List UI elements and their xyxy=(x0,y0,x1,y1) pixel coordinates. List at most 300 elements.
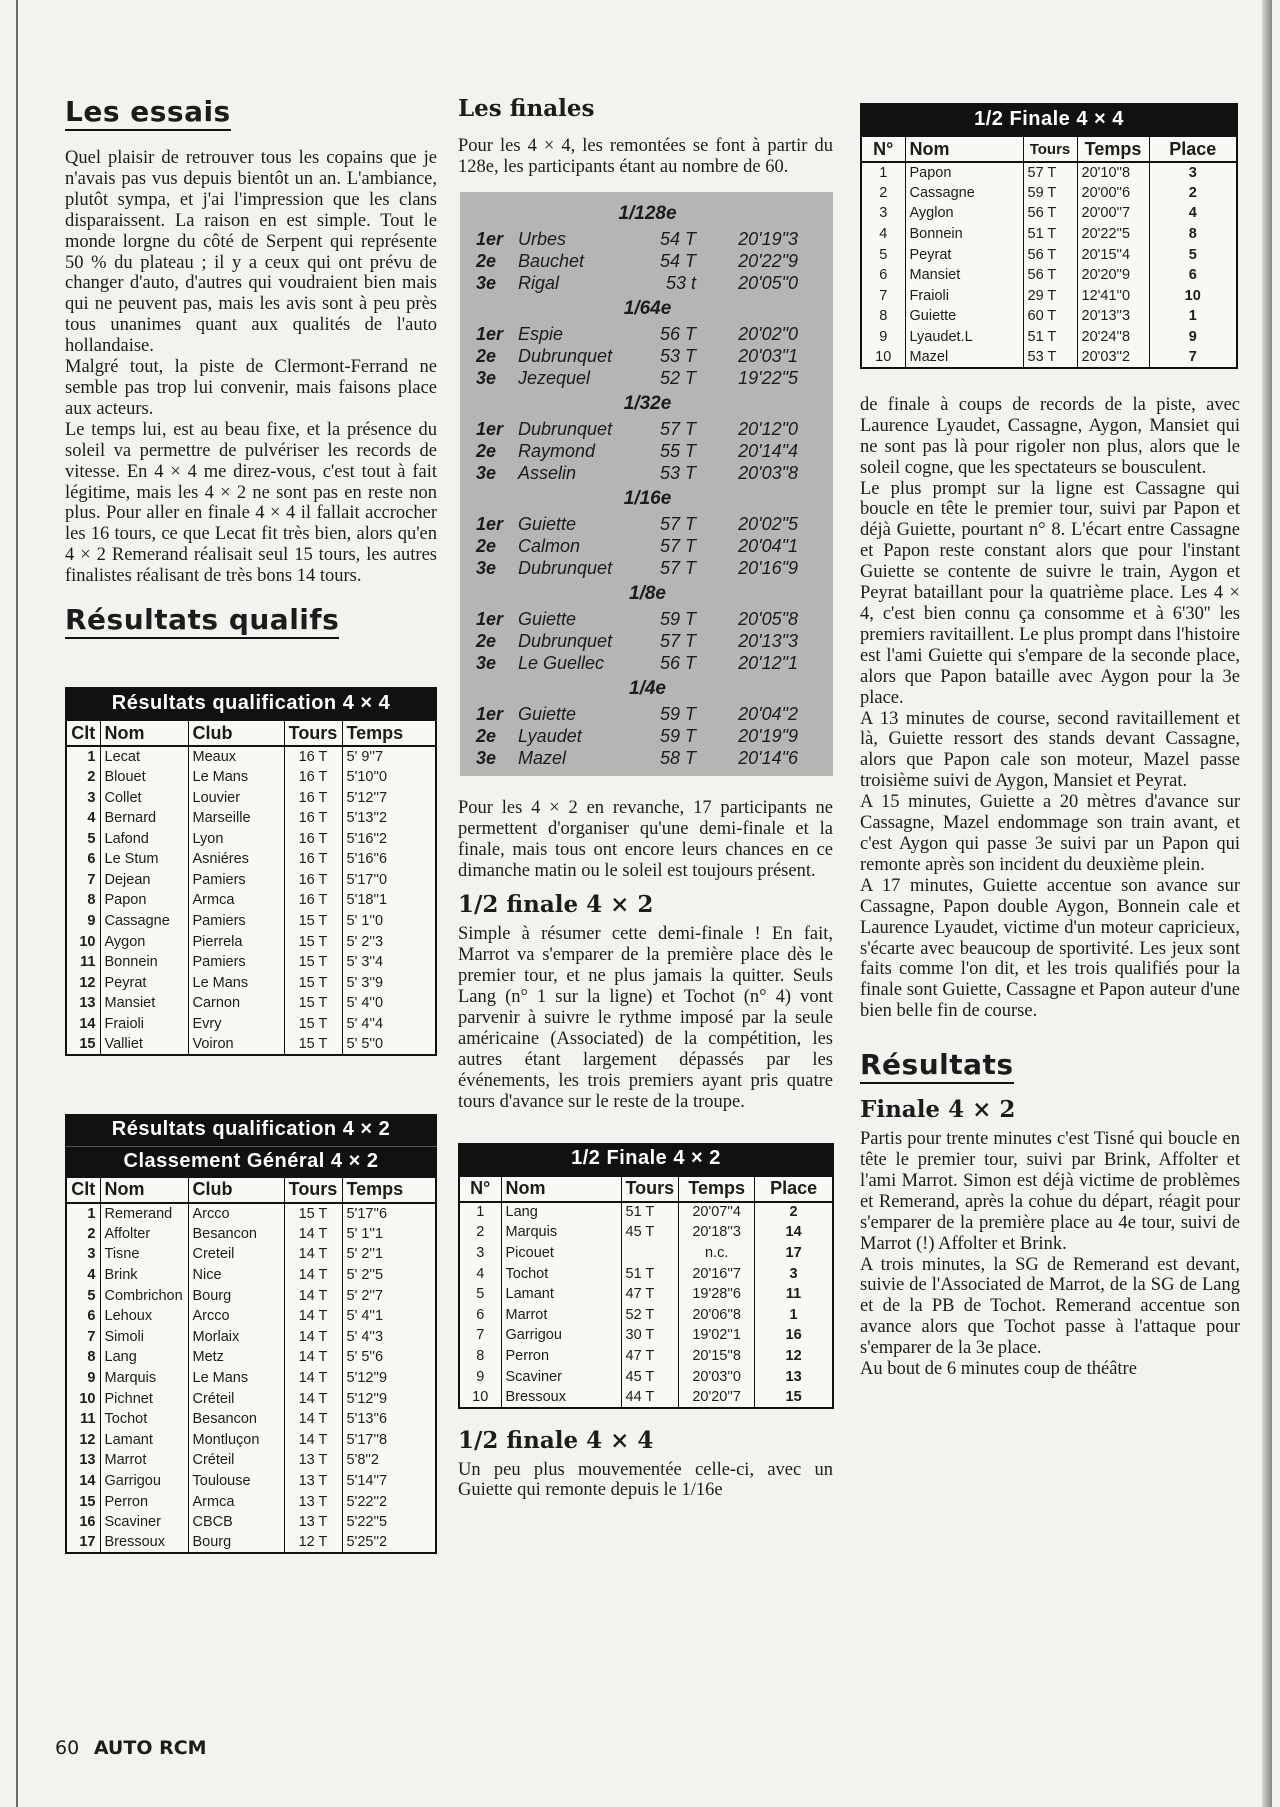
essais-paragraph-1: Quel plaisir de retrouver tous les copains que je n'avais pas vus depuis bientôt un an. L'ambiance, plutôt sympa, et j'ai l'impression que les clans disparaissent. La raison en est simple. Tout le monde lorgne du côté de Serpent qui représente 50 % du plateau ; il y a ceux qui ont prévu de changer d'auto, d'autres qui voudraient bien mais qui ne peuvent pas, mais les avis sont à peu près tous unanimes quant aux qualités de l'auto hollandaise. xyxy=(65,148,437,357)
table-cell-club: Evry xyxy=(188,1014,284,1035)
table-cell-tours: 15 T xyxy=(284,993,342,1014)
table-cell-nom: Perron xyxy=(100,1491,188,1512)
round-result-name: Asselin xyxy=(518,463,577,484)
round-result-laps: 59 T xyxy=(659,726,696,747)
round-result-row xyxy=(476,419,819,441)
round-result-rank: 2e xyxy=(476,726,497,747)
round-result-name: Urbes xyxy=(518,229,567,250)
round-result-time: 20'19"9 xyxy=(738,726,798,747)
table-cell-tours: 16 T xyxy=(284,746,342,767)
col-header-tours: Tours xyxy=(284,1177,342,1203)
round-result-row xyxy=(476,704,819,726)
table-cell-temps: 5' 2''1 xyxy=(342,1244,436,1265)
table-cell-clt: 9 xyxy=(87,1369,96,1386)
table-cell-tours: 12 T xyxy=(284,1532,342,1553)
table-cell-no: 6 xyxy=(879,267,888,284)
round-result-name: Dubrunquet xyxy=(518,419,613,440)
col-header-tours: Tours xyxy=(284,720,342,746)
round-result-laps: 56 T xyxy=(659,324,696,345)
round-title: 1/16e xyxy=(623,487,672,509)
table-row xyxy=(66,1368,436,1389)
table-cell-club: CBCB xyxy=(188,1512,284,1533)
table-cell-clt: 15 xyxy=(79,1493,96,1510)
table-cell-tours: 56 T xyxy=(1023,203,1077,224)
table-row xyxy=(459,1325,833,1346)
table-cell-clt: 4 xyxy=(87,1267,96,1284)
table-cell-nom: Fraioli xyxy=(905,286,1023,307)
column-right xyxy=(860,103,1240,1380)
round-result-row xyxy=(476,748,819,770)
table-cell-clt: 7 xyxy=(87,1328,96,1345)
table-cell-tours: 45 T xyxy=(621,1366,679,1387)
table-cell-temps: 5' 4''1 xyxy=(342,1306,436,1327)
table-cell-clt: 10 xyxy=(79,1390,96,1407)
round-result-row xyxy=(476,631,819,653)
table-cell-temps: 20'03''2 xyxy=(1077,347,1149,368)
table-cell-tours: 13 T xyxy=(284,1450,342,1471)
round-result-time: 20'05"8 xyxy=(738,609,798,630)
table-cell-tours: 14 T xyxy=(284,1306,342,1327)
table-row xyxy=(66,1491,436,1512)
table-cell-temps: 5' 4''4 xyxy=(342,1014,436,1035)
table-row xyxy=(459,1387,833,1408)
round-result-name: Calmon xyxy=(518,536,581,557)
table-cell-temps: 5' 1''1 xyxy=(342,1224,436,1245)
table-cell-no: 9 xyxy=(879,329,888,346)
table-cell-clt: 2 xyxy=(87,768,96,785)
table-cell-no: 10 xyxy=(472,1388,489,1405)
table-row xyxy=(66,1512,436,1533)
round-result-row xyxy=(476,609,819,631)
table-cell-clt: 1 xyxy=(87,748,96,765)
round-result-rank: 1er xyxy=(476,704,504,725)
table-cell-tours: 14 T xyxy=(284,1265,342,1286)
table-row xyxy=(861,244,1237,265)
table-row xyxy=(66,1203,436,1224)
table-cell-tours: 13 T xyxy=(284,1471,342,1492)
demi-4x4-table xyxy=(860,135,1238,369)
demi-4x2-table xyxy=(458,1175,834,1409)
table-cell-place: 12 xyxy=(755,1346,833,1367)
table-cell-temps: 5'12''7 xyxy=(342,787,436,808)
round-result-rank: 1er xyxy=(476,609,504,630)
table-cell-tours: 13 T xyxy=(284,1491,342,1512)
page-edge-left xyxy=(16,0,18,1807)
table-row xyxy=(861,183,1237,204)
table-cell-tours: 14 T xyxy=(284,1388,342,1409)
table-cell-temps: 19'28''6 xyxy=(679,1284,755,1305)
table-cell-temps: 5' 9''7 xyxy=(342,746,436,767)
table-cell-nom: Affolter xyxy=(100,1224,188,1245)
table-cell-temps: 5'22''5 xyxy=(342,1512,436,1533)
table-cell-temps: 20'07''4 xyxy=(679,1202,755,1223)
finale-paragraph-3: Au bout de 6 minutes coup de théâtre xyxy=(860,1359,1137,1380)
round-result-laps: 58 T xyxy=(659,748,696,769)
table-cell-tours: 15 T xyxy=(284,973,342,994)
round-result-name: Raymond xyxy=(518,441,596,462)
round-result-name: Dubrunquet xyxy=(518,346,613,367)
table-row xyxy=(861,203,1237,224)
table-cell-place: 2 xyxy=(1149,183,1237,204)
table-cell-no: 6 xyxy=(476,1306,485,1323)
table-row xyxy=(66,1306,436,1327)
round-result-row xyxy=(476,536,819,558)
col3-paragraph-3: A 13 minutes de course, second ravitaillement et là, Guiette ressort des stands devant Cassagne, alors que Papon cale son moteur, Mazel passe troisième suivi de Aygon, Mansiet et Peyrat. xyxy=(860,708,1240,792)
table-row xyxy=(66,787,436,808)
table-row xyxy=(66,1285,436,1306)
table-cell-club: Bourg xyxy=(188,1285,284,1306)
table-cell-no: 9 xyxy=(476,1368,485,1385)
table-row xyxy=(66,1327,436,1348)
table-cell-nom: Cassagne xyxy=(100,911,188,932)
round-result-rank: 3e xyxy=(476,653,497,674)
table-cell-place: 5 xyxy=(1149,244,1237,265)
table-cell-temps: 5'12''9 xyxy=(342,1388,436,1409)
table-cell-nom: Mazel xyxy=(905,347,1023,368)
demi-4x2-body xyxy=(459,1202,833,1408)
table-cell-place: 4 xyxy=(1149,203,1237,224)
table-banner: Résultats qualification 4 × 4 xyxy=(65,687,437,719)
table-row xyxy=(66,1388,436,1409)
table-cell-club: Arcco xyxy=(188,1306,284,1327)
round-result-rank: 3e xyxy=(476,368,497,389)
table-cell-temps: 5'10''0 xyxy=(342,767,436,788)
table-cell-temps: 5' 2''3 xyxy=(342,931,436,952)
col-header-temps: Temps xyxy=(1077,136,1149,162)
table-cell-place: 17 xyxy=(755,1243,833,1264)
table-cell-place: 3 xyxy=(1149,162,1237,183)
table-cell-place: 10 xyxy=(1149,286,1237,307)
table-cell-tours: 14 T xyxy=(284,1347,342,1368)
table-cell-tours: 14 T xyxy=(284,1224,342,1245)
table-cell-tours: 47 T xyxy=(621,1284,679,1305)
table-cell-nom: Pichnet xyxy=(100,1388,188,1409)
table-row xyxy=(459,1263,833,1284)
table-cell-temps: 5' 4''3 xyxy=(342,1327,436,1348)
round-result-rank: 2e xyxy=(476,441,497,462)
table-cell-clt: 5 xyxy=(87,1287,96,1304)
table-cell-nom: Garrigou xyxy=(100,1471,188,1492)
table-row xyxy=(459,1202,833,1223)
table-cell-nom: Lehoux xyxy=(100,1306,188,1327)
table-cell-temps: 20'20''9 xyxy=(1077,265,1149,286)
table-cell-club: Pamiers xyxy=(188,911,284,932)
table-cell-temps: 5'17''8 xyxy=(342,1429,436,1450)
table-cell-nom: Collet xyxy=(100,787,188,808)
table-row xyxy=(66,1409,436,1430)
col-header-nom: Nom xyxy=(100,720,188,746)
table-cell-clt: 16 xyxy=(79,1514,96,1531)
qualif-4x2-table xyxy=(65,1176,437,1554)
table-cell-clt: 12 xyxy=(79,1431,96,1448)
finales-4x2-paragraph: Pour les 4 × 2 en revanche, 17 participants ne permettent d'organiser qu'une demi-finale et la finale, mais tous ont encore leurs chances en ce dimanche matin ou le soleil est toujours présent. xyxy=(458,797,833,881)
table-cell-club: Meaux xyxy=(188,746,284,767)
table-cell-clt: 14 xyxy=(79,1472,96,1489)
table-cell-tours: 16 T xyxy=(284,787,342,808)
table-cell-nom: Lyaudet.L xyxy=(905,327,1023,348)
table-row xyxy=(66,1014,436,1035)
round-result-time: 20'04"1 xyxy=(738,536,798,557)
round-result-row xyxy=(476,726,819,748)
table-cell-nom: Mansiet xyxy=(100,993,188,1014)
table-cell-nom: Fraioli xyxy=(100,1014,188,1035)
table-cell-nom: Papon xyxy=(100,890,188,911)
round-result-laps: 57 T xyxy=(659,536,696,557)
section-title-resultats: Résultats xyxy=(860,1048,1014,1084)
table-cell-place: 6 xyxy=(1149,265,1237,286)
table-cell-club: Le Mans xyxy=(188,973,284,994)
table-cell-nom: Picouet xyxy=(501,1243,621,1264)
table-cell-club: Montluçon xyxy=(188,1429,284,1450)
table-cell-tours: 16 T xyxy=(284,849,342,870)
table-cell-tours: 14 T xyxy=(284,1429,342,1450)
table-cell-temps: 20'18''3 xyxy=(679,1222,755,1243)
table-cell-nom: Guiette xyxy=(905,306,1023,327)
table-cell-tours: 15 T xyxy=(284,1203,342,1224)
table-row xyxy=(66,746,436,767)
round-result-row xyxy=(476,251,819,273)
table-cell-nom: Peyrat xyxy=(100,973,188,994)
table-cell-tours: 45 T xyxy=(621,1222,679,1243)
section-title-finales: Les finales xyxy=(458,95,595,122)
table-cell-nom: Scaviner xyxy=(501,1366,621,1387)
table-row xyxy=(861,286,1237,307)
table-cell-clt: 11 xyxy=(80,954,96,971)
table-cell-club: Lyon xyxy=(188,828,284,849)
table-cell-temps: 5' 3''4 xyxy=(342,952,436,973)
table-row xyxy=(66,1471,436,1492)
table-cell-tours: 53 T xyxy=(1023,347,1077,368)
round-result-laps: 57 T xyxy=(659,514,696,535)
table-cell-club: Créteil xyxy=(188,1388,284,1409)
table-cell-temps: 5' 1''0 xyxy=(342,911,436,932)
round-title: 1/32e xyxy=(623,392,672,414)
table-cell-clt: 12 xyxy=(79,974,96,991)
column-left xyxy=(65,95,437,1554)
table-cell-nom: Marrot xyxy=(100,1450,188,1471)
table-cell-place: 3 xyxy=(755,1263,833,1284)
page-edge-right xyxy=(1262,0,1272,1807)
table-cell-temps: 12'41''0 xyxy=(1077,286,1149,307)
table-row xyxy=(861,327,1237,348)
table-subbanner: Classement Général 4 × 2 xyxy=(65,1146,437,1176)
table-cell-nom: Blouet xyxy=(100,767,188,788)
table-cell-clt: 4 xyxy=(87,810,96,827)
table-cell-nom: Scaviner xyxy=(100,1512,188,1533)
round-result-rank: 2e xyxy=(476,631,497,652)
table-header-row xyxy=(66,1177,436,1203)
table-cell-clt: 8 xyxy=(87,892,96,909)
round-result-name: Guiette xyxy=(518,609,577,630)
demi-4x2-text: Simple à résumer cette demi-finale ! En fait, Marrot va s'emparer de la première place dès le premier tour, et ne plus jamais la quitter. Seuls Lang (n° 1 sur la ligne) et Tochot (n° 4) vont parvenir à suivre le rythme imposé par la seule américaine (Associated) de la compétition, les autres étant largement dépassés par les événements, les trois premiers ayant pris quatre tours d'avance sur le reste de la troupe. xyxy=(458,924,833,1112)
table-row xyxy=(66,767,436,788)
table-cell-no: 7 xyxy=(476,1327,485,1344)
demi-4x4-body xyxy=(861,162,1237,368)
table-row xyxy=(459,1346,833,1367)
col-header-club: Club xyxy=(188,1177,284,1203)
table-cell-tours: 14 T xyxy=(284,1368,342,1389)
table-cell-club: Marseille xyxy=(188,808,284,829)
table-cell-temps: 20'10''8 xyxy=(1077,162,1149,183)
table-cell-tours: 56 T xyxy=(1023,244,1077,265)
round-result-time: 19'22"5 xyxy=(738,368,798,389)
col-header-club: Club xyxy=(188,720,284,746)
table-cell-tours: 51 T xyxy=(1023,224,1077,245)
table-cell-tours: 15 T xyxy=(284,952,342,973)
col-header-clt: Clt xyxy=(66,720,100,746)
round-result-time: 20'19"3 xyxy=(738,229,798,250)
table-cell-temps: 5'17''6 xyxy=(342,1203,436,1224)
table-cell-temps: 5'8''2 xyxy=(342,1450,436,1471)
table-cell-no: 7 xyxy=(879,287,888,304)
round-result-time: 20'22"9 xyxy=(738,251,798,272)
table-cell-place: 9 xyxy=(1149,327,1237,348)
table-cell-club: Bourg xyxy=(188,1532,284,1553)
table-cell-nom: Bonnein xyxy=(905,224,1023,245)
table-cell-nom: Bressoux xyxy=(100,1532,188,1553)
table-cell-nom: Peyrat xyxy=(905,244,1023,265)
table-cell-clt: 2 xyxy=(87,1225,96,1242)
table-cell-temps: 5'16''2 xyxy=(342,828,436,849)
table-row xyxy=(66,849,436,870)
col-header-nom: Nom xyxy=(501,1176,621,1202)
table-cell-tours: 14 T xyxy=(284,1285,342,1306)
table-row xyxy=(66,1347,436,1368)
col-header-temps: Temps xyxy=(342,720,436,746)
table-cell-place: 15 xyxy=(755,1387,833,1408)
table-cell-club: Pamiers xyxy=(188,870,284,891)
table-qualif-4x4 xyxy=(65,687,437,1056)
table-cell-tours: 16 T xyxy=(284,828,342,849)
round-result-name: Bauchet xyxy=(518,251,585,272)
table-cell-nom: Lecat xyxy=(100,746,188,767)
round-result-laps: 59 T xyxy=(659,704,696,725)
table-cell-clt: 1 xyxy=(87,1205,96,1222)
section-title-essais: Les essais xyxy=(65,95,231,131)
table-cell-club: Pamiers xyxy=(188,952,284,973)
table-cell-no: 10 xyxy=(875,349,892,366)
round-result-laps: 54 T xyxy=(659,229,696,250)
round-result-time: 20'03"8 xyxy=(738,463,798,484)
table-cell-tours: 14 T xyxy=(284,1244,342,1265)
table-cell-tours: 15 T xyxy=(284,1014,342,1035)
table-cell-nom: Papon xyxy=(905,162,1023,183)
table-banner: Résultats qualification 4 × 2 xyxy=(65,1114,437,1146)
table-cell-club: Arcco xyxy=(188,1203,284,1224)
round-result-rank: 3e xyxy=(476,748,497,769)
table-cell-nom: Brink xyxy=(100,1265,188,1286)
table-header-row xyxy=(459,1176,833,1202)
table-row xyxy=(66,1450,436,1471)
col3-paragraph-2: Le plus prompt sur la ligne est Cassagne qui boucle en tête le premier tour, suivi par Papon et déjà Guiette, pourtant n° 8. L'écart entre Cassagne et Papon reste constant alors que pour l'instant Guiette se contente de suivre le train, Aygon et Peyrat bataillant pour la quatrième place. Les 4 × 4, c'est bien connu ça consomme et à 6'30'' les premiers ravitaillent. Le plus prompt dans l'histoire est l'ami Guiette qui s'empare de la seconde place, alors que Papon bataille avec Aygon pour la 3e place. xyxy=(860,478,1240,708)
table-cell-no: 2 xyxy=(476,1224,485,1241)
round-result-name: Guiette xyxy=(518,514,577,535)
col3-paragraph-4: A 15 minutes, Guiette a 20 mètres d'avance sur Cassagne, Mazel endommage son train avant, et c'est Aygon qui passe 3e suivi par un Papon qui remonte après son incident du deuxième plein. xyxy=(860,792,1240,875)
round-result-time: 20'12"0 xyxy=(738,419,798,440)
essais-text xyxy=(65,148,437,587)
round-result-name: Mazel xyxy=(518,748,567,769)
round-title: 1/64e xyxy=(623,297,672,319)
table-cell-no: 8 xyxy=(476,1348,485,1365)
round-result-rank: 2e xyxy=(476,346,497,367)
table-cell-place: 7 xyxy=(1149,347,1237,368)
round-result-time: 20'03"1 xyxy=(738,346,798,367)
table-cell-clt: 5 xyxy=(87,830,96,847)
qualif-4x4-body xyxy=(66,746,436,1055)
table-cell-club: Morlaix xyxy=(188,1327,284,1348)
round-result-row xyxy=(476,346,819,368)
table-row xyxy=(66,993,436,1014)
table-cell-clt: 13 xyxy=(79,995,96,1012)
table-cell-no: 4 xyxy=(476,1265,485,1282)
table-cell-tours: 60 T xyxy=(1023,306,1077,327)
table-cell-temps: 5'13''2 xyxy=(342,808,436,829)
table-cell-temps: 20'15''4 xyxy=(1077,244,1149,265)
table-row xyxy=(66,808,436,829)
col-header-temps: Temps xyxy=(342,1177,436,1203)
round-title: 1/8e xyxy=(629,582,666,604)
round-result-laps: 53 t xyxy=(665,273,696,294)
table-cell-tours xyxy=(621,1243,679,1264)
table-cell-tours: 14 T xyxy=(284,1327,342,1348)
table-cell-nom: Marrot xyxy=(501,1305,621,1326)
table-cell-nom: Mansiet xyxy=(905,265,1023,286)
table-row xyxy=(66,828,436,849)
table-row xyxy=(459,1284,833,1305)
table-row xyxy=(66,870,436,891)
table-cell-club: Metz xyxy=(188,1347,284,1368)
table-row xyxy=(861,347,1237,368)
round-result-rank: 1er xyxy=(476,229,504,250)
table-cell-temps: 5'14''7 xyxy=(342,1471,436,1492)
round-result-laps: 59 T xyxy=(659,609,696,630)
col-header-temps: Temps xyxy=(679,1176,755,1202)
table-cell-temps: 5' 2''7 xyxy=(342,1285,436,1306)
table-row xyxy=(459,1243,833,1264)
round-title: 1/128e xyxy=(618,202,677,224)
col-header-clt: Clt xyxy=(66,1177,100,1203)
table-row xyxy=(861,162,1237,183)
round-result-name: Le Guellec xyxy=(518,653,605,674)
table-cell-place: 13 xyxy=(755,1366,833,1387)
table-cell-club: Nice xyxy=(188,1265,284,1286)
col-header-no: N° xyxy=(861,136,905,162)
table-row xyxy=(66,1244,436,1265)
round-result-laps: 57 T xyxy=(659,419,696,440)
round-result-laps: 57 T xyxy=(659,558,696,579)
col3-text xyxy=(860,395,1240,1022)
table-row xyxy=(66,1224,436,1245)
table-cell-no: 3 xyxy=(476,1245,485,1262)
col-header-nom: Nom xyxy=(905,136,1023,162)
table-cell-nom: Lafond xyxy=(100,828,188,849)
round-result-time: 20'14"4 xyxy=(738,441,798,462)
section-title-qualifs: Résultats qualifs xyxy=(65,603,339,639)
table-cell-clt: 9 xyxy=(87,913,96,930)
finale-paragraph-1: Partis pour trente minutes c'est Tisné qui boucle en tête le premier tour, suivi par Brink, Affolter et l'ami Marrot. Simon est déjà victime de problèmes et Remerand, après la cohue du départ, réagit pour s'emparer de la première place au 4e tour, suivi de Marrot (!) Affolter et Brink. xyxy=(860,1129,1240,1254)
table-row xyxy=(459,1222,833,1243)
table-cell-nom: Bernard xyxy=(100,808,188,829)
round-result-laps: 57 T xyxy=(659,631,696,652)
table-cell-temps: 20'20''7 xyxy=(679,1387,755,1408)
table-cell-tours: 15 T xyxy=(284,1034,342,1055)
table-cell-no: 2 xyxy=(879,184,888,201)
round-title: 1/4e xyxy=(629,677,666,699)
table-cell-tours: 16 T xyxy=(284,808,342,829)
table-cell-clt: 14 xyxy=(79,1016,96,1033)
table-cell-temps: 5'13''6 xyxy=(342,1409,436,1430)
table-cell-temps: 5'12''9 xyxy=(342,1368,436,1389)
